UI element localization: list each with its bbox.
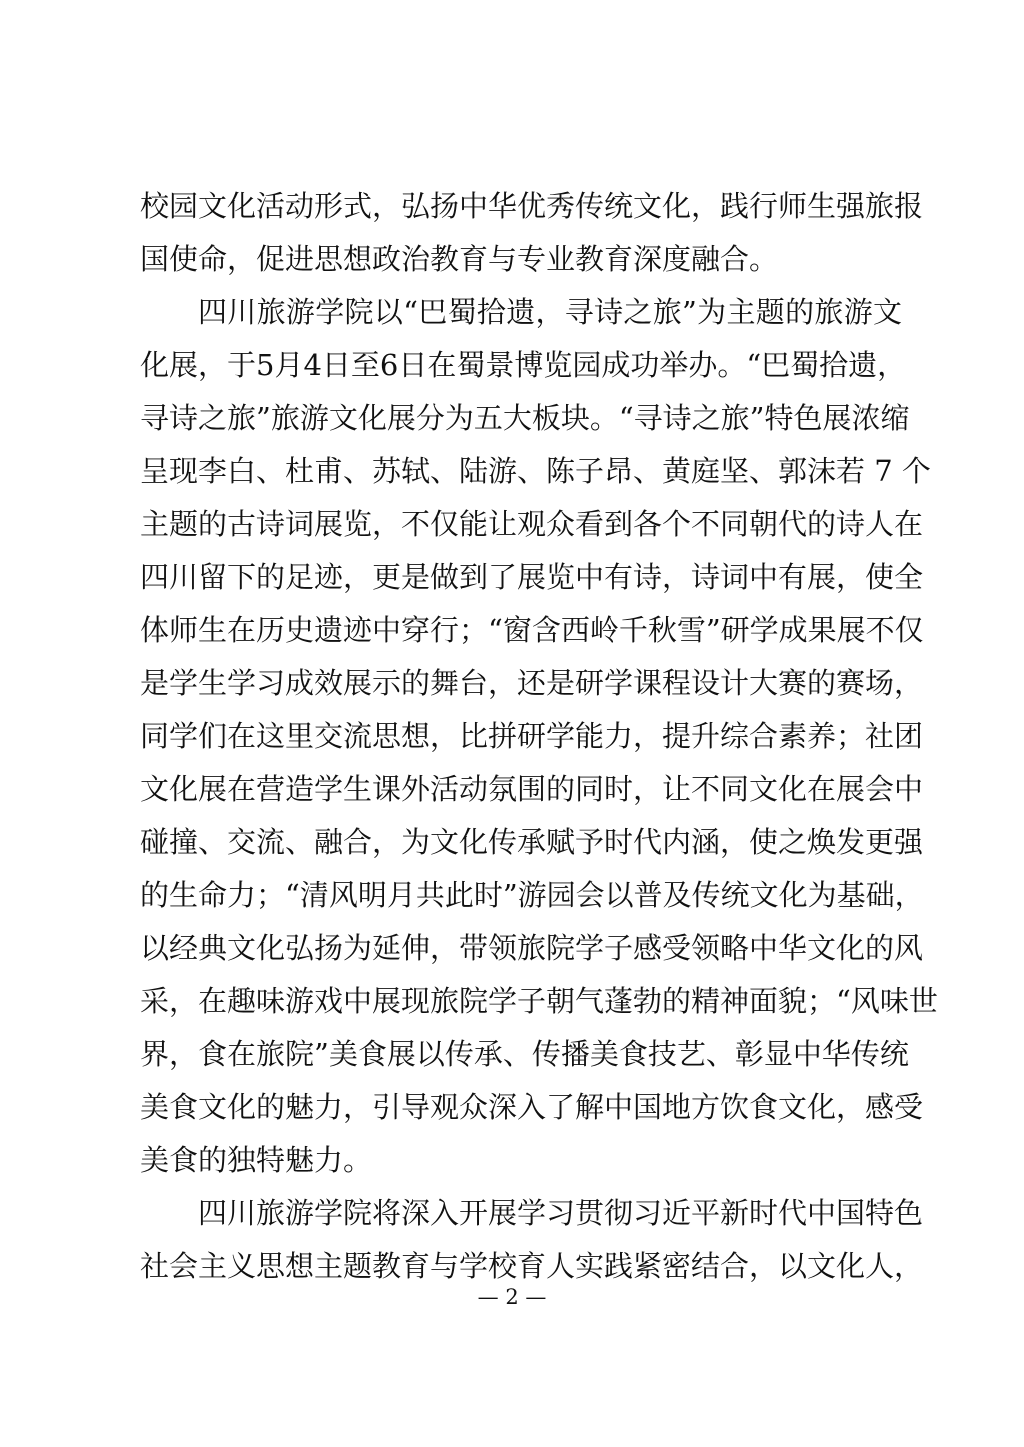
body-line-19: 美食的独特魅力。: [140, 1143, 373, 1177]
body-line-4: 化展，于5月4日至6日在蜀景博览园成功举办。“巴蜀拾遗，: [140, 348, 907, 382]
body-line-5: 寻诗之旅”旅游文化展分为五大板块。“寻诗之旅”特色展浓缩: [140, 401, 910, 435]
body-line-1: 校园文化活动形式，弘扬中华优秀传统文化，践行师生强旅报: [140, 189, 924, 223]
body-line-2: 国使命，促进思想政治教育与专业教育深度融合。: [140, 242, 779, 276]
body-line-7: 主题的古诗词展览，不仅能让观众看到各个不同朝代的诗人在: [140, 507, 924, 541]
body-line-13: 碰撞、交流、融合，为文化传承赋予时代内涵，使之焕发更强: [140, 825, 924, 859]
page-number: — 2 —: [477, 1285, 547, 1309]
body-line-12: 文化展在营造学生课外活动氛围的同时，让不同文化在展会中: [140, 772, 924, 806]
body-line-18: 美食文化的魅力，引导观众深入了解中国地方饮食文化，感受: [140, 1090, 924, 1124]
body-line-9: 体师生在历史遗迹中穿行；“窗含西岭千秋雪”研学成果展不仅: [140, 613, 924, 647]
body-line-14: 的生命力；“清风明月共此时”游园会以普及传统文化为基础，: [140, 878, 924, 912]
body-line-17: 界，食在旅院”美食展以传承、传播美食技艺、彰显中华传统: [140, 1037, 909, 1071]
body-line-21: 社会主义思想主题教育与学校育人实践紧密结合，以文化人，: [140, 1249, 924, 1283]
body-line-20: 四川旅游学院将深入开展学习贯彻习近平新时代中国特色: [198, 1196, 924, 1230]
body-line-16: 采，在趣味游戏中展现旅院学子朝气蓬勃的精神面貌；“风味世: [140, 984, 938, 1018]
document-body: [140, 180, 938, 1293]
body-line-6: 呈现李白、杜甫、苏轼、陆游、陈子昂、黄庭坚、郭沫若 7 个: [140, 454, 931, 488]
body-line-3: 四川旅游学院以“巴蜀拾遗，寻诗之旅”为主题的旅游文: [198, 295, 902, 329]
body-line-8: 四川留下的足迹，更是做到了展览中有诗，诗词中有展，使全: [140, 560, 924, 594]
body-line-11: 同学们在这里交流思想，比拼研学能力，提升综合素养；社团: [140, 719, 924, 753]
body-line-15: 以经典文化弘扬为延伸，带领旅院学子感受领略中华文化的风: [140, 931, 924, 965]
body-line-10: 是学生学习成效展示的舞台，还是研学课程设计大赛的赛场，: [140, 666, 924, 700]
